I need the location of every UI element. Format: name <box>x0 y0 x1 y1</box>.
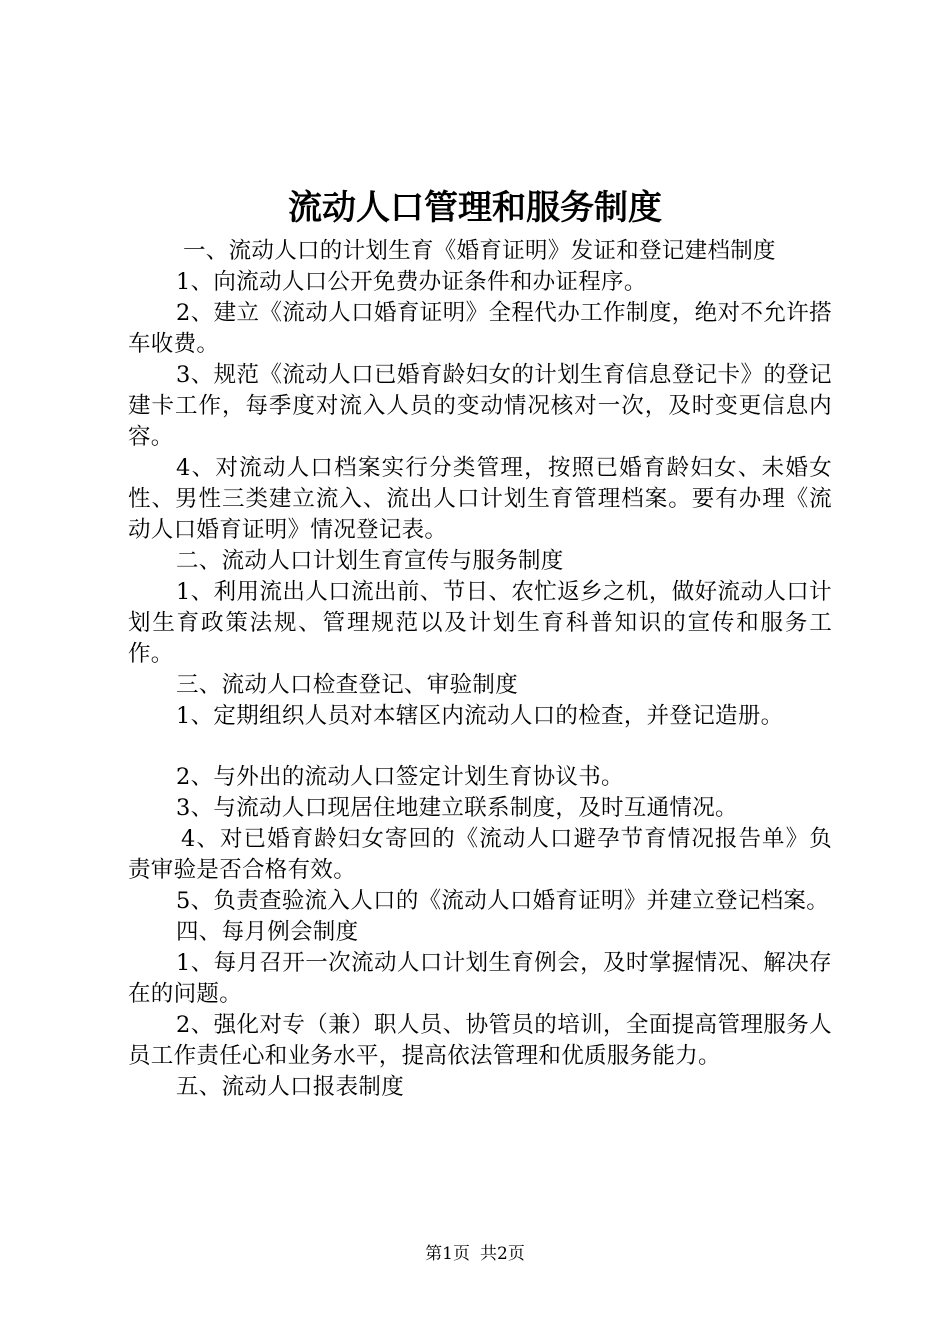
list-item: 1、向流动人口公开免费办证条件和办证程序。 <box>176 269 647 295</box>
page-number: 第1页 <box>425 1244 470 1264</box>
page-total: 共2页 <box>480 1244 525 1264</box>
list-item: 1、定期组织人员对本辖区内流动人口的检查，并登记造册。 <box>176 703 784 729</box>
section-heading-3: 三、流动人口检查登记、审验制度 <box>176 672 519 698</box>
list-item: 2、建立《流动人口婚育证明》全程代办工作制度，绝对不允许搭车收费。 <box>128 300 832 357</box>
list-item: 4、对已婚育龄妇女寄回的《流动人口避孕节育情况报告单》负责审验是否合格有效。 <box>128 826 832 883</box>
section-heading-2: 二、流动人口计划生育宣传与服务制度 <box>176 548 564 574</box>
section-heading-1: 一、流动人口的计划生育《婚育证明》发证和登记建档制度 <box>183 238 776 264</box>
list-item: 3、与流动人口现居住地建立联系制度，及时互通情况。 <box>176 795 738 821</box>
page-title: 流动人口管理和服务制度 <box>288 188 662 228</box>
section-heading-4: 四、每月例会制度 <box>176 919 359 945</box>
list-item: 4、对流动人口档案实行分类管理，按照已婚育龄妇女、未婚女性、男性三类建立流入、流出人口计划生育管理档案。要有办理《流动人口婚育证明》情况登记表。 <box>128 455 832 543</box>
document-body <box>128 236 832 1103</box>
page-footer <box>0 1242 950 1266</box>
list-item: 1、利用流出人口流出前、节日、农忙返乡之机，做好流动人口计划生育政策法规、管理规范以及计划生育科普知识的宣传和服务工作。 <box>128 579 832 667</box>
section-heading-5: 五、流动人口报表制度 <box>176 1074 405 1100</box>
list-item: 3、规范《流动人口已婚育龄妇女的计划生育信息登记卡》的登记建卡工作，每季度对流入人员的变动情况核对一次，及时变更信息内容。 <box>128 362 832 450</box>
list-item: 1、每月召开一次流动人口计划生育例会，及时掌握情况、解决存在的问题。 <box>128 950 832 1007</box>
list-item: 2、与外出的流动人口签定计划生育协议书。 <box>176 764 624 790</box>
list-item: 2、强化对专（兼）职人员、协管员的培训，全面提高管理服务人员工作责任心和业务水平，提高依法管理和优质服务能力。 <box>128 1012 832 1069</box>
list-item: 5、负责查验流入人口的《流动人口婚育证明》并建立登记档案。 <box>176 888 830 914</box>
blank-line <box>128 732 832 762</box>
